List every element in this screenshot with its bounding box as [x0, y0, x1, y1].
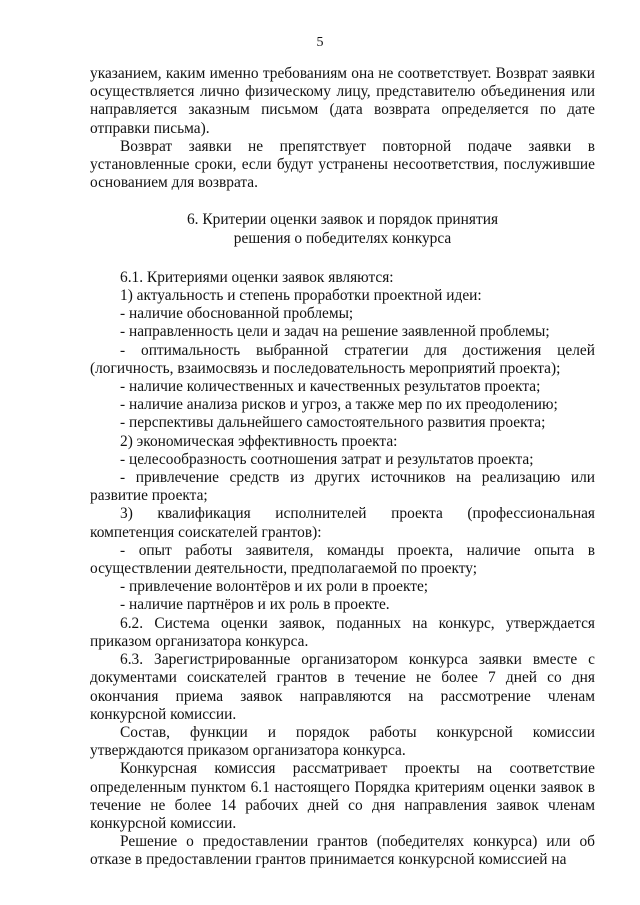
paragraph-6-3	[90, 651, 595, 724]
text-line: указанием, каким именно требованиям она не соответствует. Возврат заявки	[90, 65, 595, 82]
text-line: приказом организатора конкурса.	[187, 742, 406, 760]
text-line: течение не более 14 рабочих дней со дня направления заявок членам	[90, 796, 595, 814]
criterion-item: - наличие анализа рисков и угроз, а также мер по их преодолению;	[120, 396, 558, 414]
text-line: 6.2. Система оценки заявок, поданных на конкурс, утверждается	[120, 614, 595, 632]
text-line: документами соискателей грантов в течение не более 7 дней со дня	[90, 669, 595, 687]
text-line: Возврат заявки не препятствует повторной подаче заявки в	[120, 137, 595, 155]
text-line: - привлечение средств из других источников на реализацию или	[120, 469, 595, 487]
text-line: 3) квалификация исполнителей проекта (профессиональная компетенция	[90, 505, 595, 541]
paragraph-grant-decision	[90, 833, 595, 869]
text-line: определенным пунктом 6.1 настоящего Порядка критериям оценки заявок в	[90, 778, 595, 796]
text-line: основанием для возврата.	[90, 174, 258, 192]
text-line: Состав, функции и порядок работы конкурсной комиссии утверждаются	[90, 723, 595, 760]
text-line: осуществляется лично физическому лицу, представителю объединения или	[90, 83, 595, 101]
text-line: установленные сроки, если будут устранены несоответствия, послужившие	[90, 156, 595, 174]
criterion-item: - наличие партнёров и их роль в проекте.	[120, 596, 390, 614]
criterion-item: - наличие количественных и качественных результатов проекта;	[120, 378, 541, 396]
text-line: развитие проекта;	[90, 487, 208, 505]
criterion-item: - наличие обоснованной проблемы;	[120, 305, 354, 323]
criterion-item: - привлечение волонтёров и их роли в проекте;	[120, 578, 429, 596]
text-line: отправки письма).	[90, 119, 210, 137]
paragraph-resubmission	[90, 138, 595, 193]
text-line: направляется заказным письмом (дата возврата определяется по дате	[90, 101, 595, 119]
paragraph-return-method	[90, 65, 595, 138]
criterion-item: - целесообразность соотношения затрат и результатов проекта;	[120, 450, 534, 468]
criterion-item	[90, 342, 595, 378]
text-line: Решение о предоставлении грантов (победителях конкурса) или об	[120, 833, 595, 851]
document-body	[90, 65, 595, 870]
criterion-item	[90, 469, 595, 505]
text-line: - опыт работы заявителя, команды проекта, наличие опыта в	[120, 541, 595, 559]
text-line: соискателей грантов):	[178, 523, 322, 541]
text-line: комиссии.	[170, 705, 237, 723]
text-line: 6.3. Зарегистрированные организатором конкурса заявки вместе с	[120, 651, 595, 669]
criterion-item: - направленность цели и задач на решение заявленной проблемы;	[120, 323, 550, 341]
paragraph-6-2	[90, 615, 595, 651]
criterion-item: 1) актуальность и степень проработки проектной идеи:	[120, 287, 482, 305]
paragraph-commission-review	[90, 760, 595, 833]
text-line: осуществлении деятельности, предполагаемой по проекту;	[90, 560, 478, 578]
text-line: (логичность, взаимосвязь и последовательность мероприятий проекта);	[90, 359, 561, 377]
text-line: отказе в предоставлении грантов принимается конкурсной комиссией на	[90, 851, 567, 869]
paragraph-commission-composition	[90, 724, 595, 760]
text-line: Конкурсная комиссия рассматривает проекты на соответствие	[120, 760, 595, 778]
text-line: - оптимальность выбранной стратегии для достижения целей	[120, 341, 595, 359]
section-heading	[90, 211, 595, 247]
section-heading-line: 6. Критерии оценки заявок и порядок принятия	[186, 211, 499, 229]
criterion-item	[90, 542, 595, 578]
text-line: приказом организатора конкурса.	[90, 632, 309, 650]
criterion-item: - перспективы дальнейшего самостоятельного развития проекта;	[120, 414, 546, 432]
criterion-item	[90, 505, 595, 541]
text-line: конкурсной комиссии.	[90, 814, 237, 832]
criterion-item: 2) экономическая эффективность проекта:	[120, 432, 398, 450]
criteria-intro: 6.1. Критериями оценки заявок являются:	[120, 268, 394, 286]
text-line: окончания приема заявок направляются на рассмотрение членам конкурсной	[90, 687, 595, 723]
page-number: 5	[316, 35, 324, 50]
section-heading-line: решения о победителях конкурса	[233, 229, 452, 247]
